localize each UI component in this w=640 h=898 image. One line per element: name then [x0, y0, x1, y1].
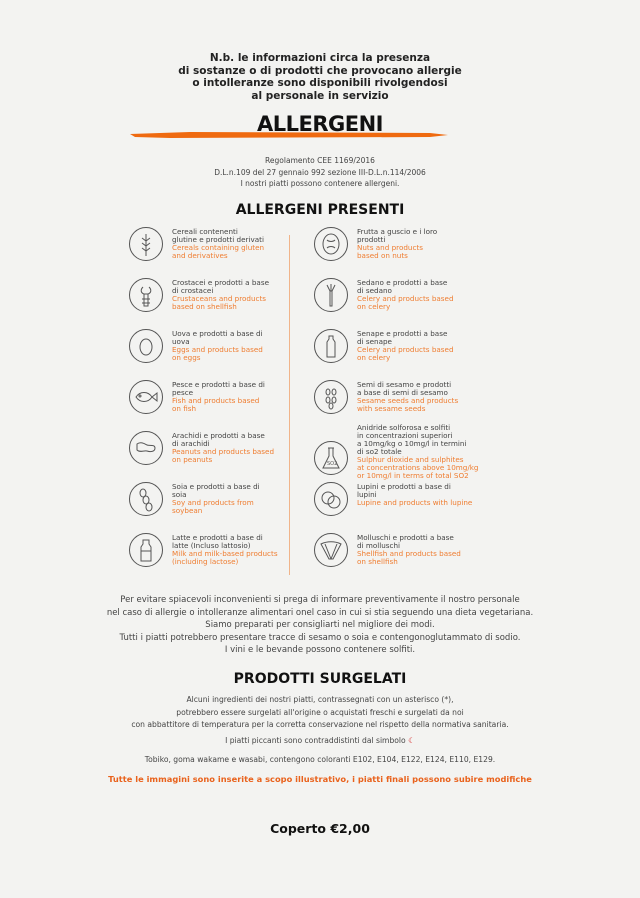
notice-line: di sostanze o di prodotti che provocano allergie — [178, 64, 462, 77]
sesame-icon — [313, 379, 349, 415]
allergy-notice — [0, 52, 640, 102]
allergen-item — [313, 481, 493, 521]
allergen-item — [128, 226, 308, 266]
allergen-italian: Semi di sesamo e prodotti a base di semi di sesamo — [357, 380, 452, 397]
allergen-english: Sulphur dioxide and sulphites at concentrations above 10mg/kg or 10mg/l in terms of total SO2 — [357, 455, 479, 480]
peanut-icon — [128, 430, 164, 466]
allergen-item — [313, 226, 493, 266]
allergen-italian: Soia e prodotti a base di soia — [172, 482, 260, 499]
allergen-text — [357, 483, 517, 507]
allergen-item — [313, 532, 493, 572]
allergen-text — [357, 228, 517, 260]
allergen-item — [128, 532, 308, 572]
allergen-italian: Pesce e prodotti a base di pesce — [172, 380, 265, 397]
cover-charge: Coperto €2,00 — [270, 821, 370, 836]
sulphite-flask-icon — [313, 440, 349, 476]
frozen-line: Alcuni ingredienti dei nostri piatti, contrassegnati con un asterisco (*), — [186, 695, 454, 704]
allergen-text — [172, 534, 332, 566]
allergen-english: Nuts and products based on nuts — [357, 243, 423, 260]
regulation-line: D.L.n.109 del 27 gennaio 992 sezione III-D.L.n.114/2006 — [214, 167, 426, 177]
allergen-item — [128, 481, 308, 521]
allergen-text — [172, 483, 332, 515]
allergen-italian: Sedano e prodotti a base di sedano — [357, 278, 448, 295]
chili-icon: ☾ — [408, 736, 415, 745]
allergen-italian: Arachidi e prodotti a base di arachidi — [172, 431, 265, 448]
allergen-text — [357, 381, 517, 413]
notice-line: N.b. le informazioni circa la presenza — [209, 52, 431, 64]
allergen-item — [128, 379, 308, 419]
milk-icon — [128, 532, 164, 568]
lobster-icon — [128, 277, 164, 313]
svg-text:SO2: SO2 — [327, 461, 338, 467]
info-line: nel caso di allergie o intolleranze alimentari onel caso in cui si stia seguendo una dieta vegetariana. — [106, 607, 534, 618]
allergen-english: Sesame seeds and products with sesame seeds — [357, 396, 459, 413]
disclaimer: Tutte le immagini sono inserite a scopo illustrativo, i piatti finali possono subire modifiche — [108, 774, 532, 784]
allergen-item — [128, 430, 308, 470]
allergen-text — [172, 330, 332, 362]
spicy-text: I piatti piccanti sono contraddistinti dal simbolo — [225, 736, 406, 745]
frozen-text — [0, 694, 640, 732]
info-line: Tutti i piatti potrebbero presentare tracce di sesamo o soia e contengonoglutammato di sodio. — [119, 632, 521, 643]
allergen-item — [313, 277, 493, 317]
allergen-english: Shellfish and products based on shellfish — [357, 549, 461, 566]
allergen-italian: Crostacei e prodotti a base di crostacei — [172, 278, 269, 295]
allergen-item — [313, 379, 493, 419]
allergen-text — [357, 424, 517, 480]
soy-icon — [128, 481, 164, 517]
allergen-english: Eggs and products based on eggs — [172, 345, 263, 362]
lupin-icon — [313, 481, 349, 517]
allergen-text — [172, 279, 332, 311]
allergen-english: Milk and milk-based products (including lactose) — [172, 549, 278, 566]
notice-line: o intolleranze sono disponibili rivolgendosi — [192, 77, 448, 89]
info-line: Siamo preparati per consigliarti nel migliore dei modi. — [205, 620, 435, 630]
allergen-english: Lupine and products with lupine — [357, 498, 473, 507]
allergen-item — [128, 277, 308, 317]
notice-line: al personale in servizio — [251, 89, 389, 102]
regulation-line: Regolamento CEE 1169/2016 — [265, 156, 375, 165]
allergen-english: Soy and products from soybean — [172, 498, 254, 515]
fish-icon — [128, 379, 164, 415]
allergen-item — [313, 328, 493, 368]
regulation-line: I nostri piatti possono contenere allergeni. — [240, 179, 400, 188]
allergen-english: Celery and products based on celery — [357, 345, 454, 362]
allergen-italian: Anidride solforosa e solfiti in concentrazioni superiori a 10mg/kg o 10mg/l in termini di so2 totale — [357, 423, 467, 456]
regulation-text — [0, 155, 640, 190]
info-line: Per evitare spiacevoli inconvenienti si prega di informare preventivamente il nostro personale — [120, 595, 520, 605]
allergen-italian: Frutta a guscio e i loro prodotti — [357, 227, 438, 244]
allergen-english: Crustaceans and products based on shellfish — [172, 294, 267, 311]
nut-icon — [313, 226, 349, 262]
allergen-italian: Lupini e prodotti a base di lupini — [357, 482, 451, 499]
frozen-heading: PRODOTTI SURGELATI — [233, 671, 407, 687]
allergen-english: Cereals containing gluten and derivatives — [172, 243, 265, 260]
frozen-line: potrebbero essere surgelati all'origine o acquistati freschi e surgelati da noi — [176, 707, 464, 717]
allergen-text — [172, 432, 332, 464]
allergen-italian: Uova e prodotti a base di uova — [172, 329, 263, 346]
allergen-english: Peanuts and products based on peanuts — [172, 447, 275, 464]
spicy-note — [0, 735, 640, 748]
allergen-text — [172, 381, 332, 413]
frozen-line: con abbattitore di temperatura per la corretta conservazione nel rispetto della normativa sanitaria. — [131, 720, 509, 729]
info-paragraph — [0, 594, 640, 657]
allergens-heading: ALLERGENI PRESENTI — [235, 202, 405, 218]
allergen-text — [172, 228, 332, 260]
allergen-italian: Molluschi e prodotti a base di molluschi — [357, 533, 454, 550]
colorants-note: Tobiko, goma wakame e wasabi, contengono coloranti E102, E104, E122, E124, E110, E129. — [144, 755, 496, 764]
page-title: ALLERGENI — [256, 112, 383, 136]
wheat-icon — [128, 226, 164, 262]
allergen-italian: Cereali contenenti glutine e prodotti derivati — [172, 227, 264, 244]
allergen-italian: Senape e prodotti a base di senape — [357, 329, 448, 346]
egg-icon — [128, 328, 164, 364]
info-line: I vini e le bevande possono contenere solfiti. — [224, 645, 416, 655]
allergen-english: Fish and products based on fish — [172, 396, 260, 413]
allergen-text — [357, 330, 517, 362]
shellfish-icon — [313, 532, 349, 568]
allergen-text — [357, 534, 517, 566]
allergen-italian: Latte e prodotti a base di latte (Incluso lattosio) — [172, 533, 263, 550]
allergen-text — [357, 279, 517, 311]
celery-icon — [313, 277, 349, 313]
allergen-item — [128, 328, 308, 368]
mustard-icon — [313, 328, 349, 364]
allergen-item — [313, 423, 493, 480]
allergen-english: Celery and products based on celery — [357, 294, 454, 311]
